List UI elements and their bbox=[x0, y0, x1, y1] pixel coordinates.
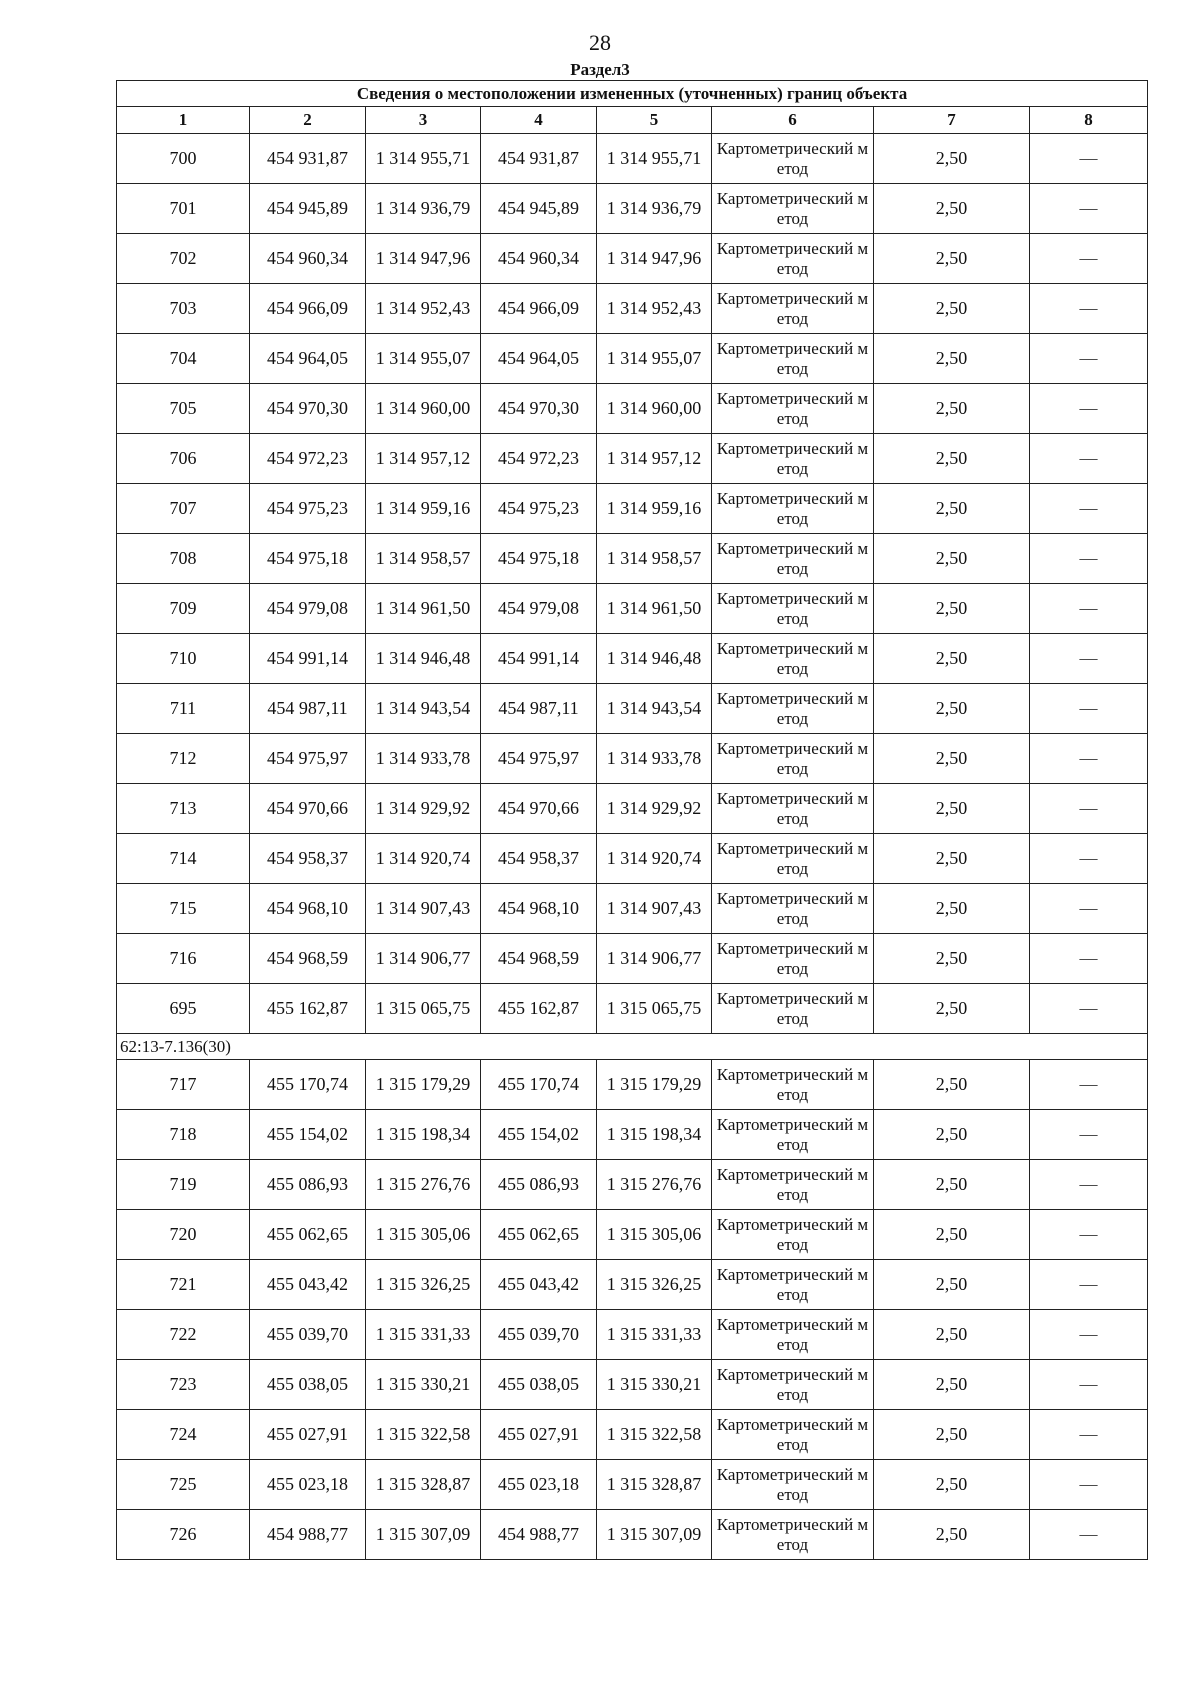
x-old-cell: 454 988,77 bbox=[250, 1510, 366, 1560]
method-cell: Картометрический метод bbox=[712, 934, 874, 984]
y-new-cell: 1 315 331,33 bbox=[597, 1310, 712, 1360]
table-row bbox=[117, 284, 1148, 334]
y-old-cell: 1 315 276,76 bbox=[366, 1160, 481, 1210]
column-number: 3 bbox=[366, 107, 481, 134]
x-new-cell: 454 960,34 bbox=[481, 234, 597, 284]
table-group-row bbox=[117, 1034, 1148, 1060]
description-cell: — bbox=[1030, 1210, 1148, 1260]
description-cell: — bbox=[1030, 1460, 1148, 1510]
x-new-cell: 454 966,09 bbox=[481, 284, 597, 334]
method-cell: Картометрический метод bbox=[712, 184, 874, 234]
column-number: 6 bbox=[712, 107, 874, 134]
point-number-cell: 706 bbox=[117, 434, 250, 484]
description-cell: — bbox=[1030, 1360, 1148, 1410]
y-old-cell: 1 314 933,78 bbox=[366, 734, 481, 784]
method-cell: Картометрический метод bbox=[712, 1060, 874, 1110]
table-row bbox=[117, 1310, 1148, 1360]
x-old-cell: 455 170,74 bbox=[250, 1060, 366, 1110]
table-row bbox=[117, 634, 1148, 684]
x-old-cell: 454 975,97 bbox=[250, 734, 366, 784]
method-cell: Картометрический метод bbox=[712, 534, 874, 584]
method-cell: Картометрический метод bbox=[712, 884, 874, 934]
table-title-row bbox=[117, 81, 1148, 107]
point-number-cell: 709 bbox=[117, 584, 250, 634]
y-new-cell: 1 314 906,77 bbox=[597, 934, 712, 984]
x-new-cell: 454 975,23 bbox=[481, 484, 597, 534]
x-new-cell: 454 987,11 bbox=[481, 684, 597, 734]
table-row bbox=[117, 584, 1148, 634]
description-cell: — bbox=[1030, 334, 1148, 384]
y-new-cell: 1 315 330,21 bbox=[597, 1360, 712, 1410]
method-cell: Картометрический метод bbox=[712, 1360, 874, 1410]
accuracy-cell: 2,50 bbox=[874, 584, 1030, 634]
x-old-cell: 454 991,14 bbox=[250, 634, 366, 684]
x-old-cell: 455 086,93 bbox=[250, 1160, 366, 1210]
point-number-cell: 708 bbox=[117, 534, 250, 584]
point-number-cell: 714 bbox=[117, 834, 250, 884]
y-new-cell: 1 314 947,96 bbox=[597, 234, 712, 284]
point-number-cell: 717 bbox=[117, 1060, 250, 1110]
accuracy-cell: 2,50 bbox=[874, 884, 1030, 934]
y-old-cell: 1 314 906,77 bbox=[366, 934, 481, 984]
x-new-cell: 455 062,65 bbox=[481, 1210, 597, 1260]
x-new-cell: 454 991,14 bbox=[481, 634, 597, 684]
table-row bbox=[117, 1060, 1148, 1110]
accuracy-cell: 2,50 bbox=[874, 1310, 1030, 1360]
point-number-cell: 719 bbox=[117, 1160, 250, 1210]
x-new-cell: 454 968,10 bbox=[481, 884, 597, 934]
point-number-cell: 712 bbox=[117, 734, 250, 784]
point-number-cell: 723 bbox=[117, 1360, 250, 1410]
y-new-cell: 1 314 955,71 bbox=[597, 134, 712, 184]
description-cell: — bbox=[1030, 1310, 1148, 1360]
y-old-cell: 1 314 943,54 bbox=[366, 684, 481, 734]
table-row bbox=[117, 384, 1148, 434]
method-cell: Картометрический метод bbox=[712, 284, 874, 334]
method-cell: Картометрический метод bbox=[712, 1160, 874, 1210]
table-row bbox=[117, 834, 1148, 884]
x-old-cell: 454 970,66 bbox=[250, 784, 366, 834]
accuracy-cell: 2,50 bbox=[874, 834, 1030, 884]
table-row bbox=[117, 1510, 1148, 1560]
x-new-cell: 454 964,05 bbox=[481, 334, 597, 384]
y-new-cell: 1 314 960,00 bbox=[597, 384, 712, 434]
x-old-cell: 455 154,02 bbox=[250, 1110, 366, 1160]
x-old-cell: 454 964,05 bbox=[250, 334, 366, 384]
method-cell: Картометрический метод bbox=[712, 984, 874, 1034]
table-row bbox=[117, 1360, 1148, 1410]
y-new-cell: 1 314 955,07 bbox=[597, 334, 712, 384]
x-old-cell: 455 062,65 bbox=[250, 1210, 366, 1260]
table-row bbox=[117, 434, 1148, 484]
method-cell: Картометрический метод bbox=[712, 1460, 874, 1510]
method-cell: Картометрический метод bbox=[712, 734, 874, 784]
x-old-cell: 455 039,70 bbox=[250, 1310, 366, 1360]
accuracy-cell: 2,50 bbox=[874, 1360, 1030, 1410]
x-new-cell: 454 975,18 bbox=[481, 534, 597, 584]
description-cell: — bbox=[1030, 734, 1148, 784]
y-new-cell: 1 314 907,43 bbox=[597, 884, 712, 934]
x-new-cell: 454 970,30 bbox=[481, 384, 597, 434]
y-old-cell: 1 314 955,07 bbox=[366, 334, 481, 384]
x-new-cell: 454 931,87 bbox=[481, 134, 597, 184]
y-old-cell: 1 315 330,21 bbox=[366, 1360, 481, 1410]
point-number-cell: 722 bbox=[117, 1310, 250, 1360]
accuracy-cell: 2,50 bbox=[874, 684, 1030, 734]
y-new-cell: 1 315 179,29 bbox=[597, 1060, 712, 1110]
accuracy-cell: 2,50 bbox=[874, 1510, 1030, 1560]
description-cell: — bbox=[1030, 934, 1148, 984]
point-number-cell: 707 bbox=[117, 484, 250, 534]
y-old-cell: 1 314 929,92 bbox=[366, 784, 481, 834]
y-old-cell: 1 314 920,74 bbox=[366, 834, 481, 884]
point-number-cell: 724 bbox=[117, 1410, 250, 1460]
column-number: 4 bbox=[481, 107, 597, 134]
table-row bbox=[117, 184, 1148, 234]
table-row bbox=[117, 334, 1148, 384]
y-old-cell: 1 314 959,16 bbox=[366, 484, 481, 534]
x-new-cell: 455 027,91 bbox=[481, 1410, 597, 1460]
x-old-cell: 454 968,10 bbox=[250, 884, 366, 934]
column-number: 7 bbox=[874, 107, 1030, 134]
method-cell: Картометрический метод bbox=[712, 1260, 874, 1310]
method-cell: Картометрический метод bbox=[712, 584, 874, 634]
x-new-cell: 454 975,97 bbox=[481, 734, 597, 784]
x-old-cell: 455 023,18 bbox=[250, 1460, 366, 1510]
method-cell: Картометрический метод bbox=[712, 134, 874, 184]
y-new-cell: 1 315 307,09 bbox=[597, 1510, 712, 1560]
accuracy-cell: 2,50 bbox=[874, 784, 1030, 834]
description-cell: — bbox=[1030, 1260, 1148, 1310]
y-old-cell: 1 314 907,43 bbox=[366, 884, 481, 934]
accuracy-cell: 2,50 bbox=[874, 334, 1030, 384]
x-new-cell: 455 162,87 bbox=[481, 984, 597, 1034]
x-old-cell: 454 975,23 bbox=[250, 484, 366, 534]
point-number-cell: 704 bbox=[117, 334, 250, 384]
x-old-cell: 454 972,23 bbox=[250, 434, 366, 484]
description-cell: — bbox=[1030, 1410, 1148, 1460]
method-cell: Картометрический метод bbox=[712, 784, 874, 834]
table-row bbox=[117, 884, 1148, 934]
accuracy-cell: 2,50 bbox=[874, 234, 1030, 284]
y-new-cell: 1 314 933,78 bbox=[597, 734, 712, 784]
y-new-cell: 1 315 326,25 bbox=[597, 1260, 712, 1310]
y-new-cell: 1 314 958,57 bbox=[597, 534, 712, 584]
y-new-cell: 1 314 946,48 bbox=[597, 634, 712, 684]
section-title: Раздел3 bbox=[570, 60, 630, 79]
x-old-cell: 454 958,37 bbox=[250, 834, 366, 884]
y-new-cell: 1 314 943,54 bbox=[597, 684, 712, 734]
table-row bbox=[117, 784, 1148, 834]
description-cell: — bbox=[1030, 684, 1148, 734]
point-number-cell: 718 bbox=[117, 1110, 250, 1160]
column-number: 5 bbox=[597, 107, 712, 134]
x-old-cell: 454 968,59 bbox=[250, 934, 366, 984]
x-new-cell: 454 968,59 bbox=[481, 934, 597, 984]
accuracy-cell: 2,50 bbox=[874, 1060, 1030, 1110]
method-cell: Картометрический метод bbox=[712, 484, 874, 534]
x-new-cell: 454 972,23 bbox=[481, 434, 597, 484]
x-old-cell: 454 979,08 bbox=[250, 584, 366, 634]
x-new-cell: 455 086,93 bbox=[481, 1160, 597, 1210]
accuracy-cell: 2,50 bbox=[874, 1410, 1030, 1460]
accuracy-cell: 2,50 bbox=[874, 484, 1030, 534]
y-old-cell: 1 315 179,29 bbox=[366, 1060, 481, 1110]
x-new-cell: 455 043,42 bbox=[481, 1260, 597, 1310]
x-old-cell: 454 945,89 bbox=[250, 184, 366, 234]
table-body bbox=[117, 134, 1148, 1560]
table-row bbox=[117, 1110, 1148, 1160]
x-old-cell: 455 038,05 bbox=[250, 1360, 366, 1410]
y-old-cell: 1 314 961,50 bbox=[366, 584, 481, 634]
y-old-cell: 1 314 952,43 bbox=[366, 284, 481, 334]
x-old-cell: 455 043,42 bbox=[250, 1260, 366, 1310]
description-cell: — bbox=[1030, 384, 1148, 434]
y-new-cell: 1 315 322,58 bbox=[597, 1410, 712, 1460]
column-number: 2 bbox=[250, 107, 366, 134]
y-old-cell: 1 315 065,75 bbox=[366, 984, 481, 1034]
description-cell: — bbox=[1030, 434, 1148, 484]
description-cell: — bbox=[1030, 884, 1148, 934]
method-cell: Картометрический метод bbox=[712, 334, 874, 384]
x-new-cell: 455 170,74 bbox=[481, 1060, 597, 1110]
x-old-cell: 455 027,91 bbox=[250, 1410, 366, 1460]
y-old-cell: 1 315 322,58 bbox=[366, 1410, 481, 1460]
x-new-cell: 454 970,66 bbox=[481, 784, 597, 834]
x-old-cell: 454 970,30 bbox=[250, 384, 366, 434]
description-cell: — bbox=[1030, 1510, 1148, 1560]
x-old-cell: 454 931,87 bbox=[250, 134, 366, 184]
y-new-cell: 1 315 328,87 bbox=[597, 1460, 712, 1510]
x-new-cell: 455 038,05 bbox=[481, 1360, 597, 1410]
description-cell: — bbox=[1030, 584, 1148, 634]
x-old-cell: 454 966,09 bbox=[250, 284, 366, 334]
description-cell: — bbox=[1030, 184, 1148, 234]
table-row bbox=[117, 1260, 1148, 1310]
point-number-cell: 702 bbox=[117, 234, 250, 284]
accuracy-cell: 2,50 bbox=[874, 534, 1030, 584]
y-old-cell: 1 315 328,87 bbox=[366, 1460, 481, 1510]
column-number: 8 bbox=[1030, 107, 1148, 134]
description-cell: — bbox=[1030, 1160, 1148, 1210]
method-cell: Картометрический метод bbox=[712, 384, 874, 434]
accuracy-cell: 2,50 bbox=[874, 1460, 1030, 1510]
point-number-cell: 711 bbox=[117, 684, 250, 734]
point-number-cell: 695 bbox=[117, 984, 250, 1034]
y-old-cell: 1 314 957,12 bbox=[366, 434, 481, 484]
coordinates-table bbox=[116, 80, 1148, 1560]
accuracy-cell: 2,50 bbox=[874, 184, 1030, 234]
point-number-cell: 720 bbox=[117, 1210, 250, 1260]
table-title: Сведения о местоположении измененных (уточненных) границ объекта bbox=[117, 81, 1148, 107]
table-row bbox=[117, 1160, 1148, 1210]
table-row bbox=[117, 534, 1148, 584]
method-cell: Картометрический метод bbox=[712, 1310, 874, 1360]
point-number-cell: 701 bbox=[117, 184, 250, 234]
accuracy-cell: 2,50 bbox=[874, 1260, 1030, 1310]
x-new-cell: 454 945,89 bbox=[481, 184, 597, 234]
group-label: 62:13-7.136(30) bbox=[117, 1034, 1148, 1060]
accuracy-cell: 2,50 bbox=[874, 1160, 1030, 1210]
x-new-cell: 455 154,02 bbox=[481, 1110, 597, 1160]
description-cell: — bbox=[1030, 484, 1148, 534]
y-old-cell: 1 314 955,71 bbox=[366, 134, 481, 184]
y-old-cell: 1 314 936,79 bbox=[366, 184, 481, 234]
accuracy-cell: 2,50 bbox=[874, 1210, 1030, 1260]
point-number-cell: 700 bbox=[117, 134, 250, 184]
y-old-cell: 1 314 947,96 bbox=[366, 234, 481, 284]
x-new-cell: 454 979,08 bbox=[481, 584, 597, 634]
y-new-cell: 1 315 276,76 bbox=[597, 1160, 712, 1210]
description-cell: — bbox=[1030, 834, 1148, 884]
point-number-cell: 716 bbox=[117, 934, 250, 984]
accuracy-cell: 2,50 bbox=[874, 634, 1030, 684]
point-number-cell: 705 bbox=[117, 384, 250, 434]
table-row bbox=[117, 134, 1148, 184]
accuracy-cell: 2,50 bbox=[874, 284, 1030, 334]
y-new-cell: 1 315 065,75 bbox=[597, 984, 712, 1034]
y-old-cell: 1 315 331,33 bbox=[366, 1310, 481, 1360]
x-new-cell: 455 039,70 bbox=[481, 1310, 597, 1360]
accuracy-cell: 2,50 bbox=[874, 934, 1030, 984]
point-number-cell: 721 bbox=[117, 1260, 250, 1310]
description-cell: — bbox=[1030, 234, 1148, 284]
column-number: 1 bbox=[117, 107, 250, 134]
y-old-cell: 1 315 305,06 bbox=[366, 1210, 481, 1260]
y-new-cell: 1 314 961,50 bbox=[597, 584, 712, 634]
table-row bbox=[117, 484, 1148, 534]
y-new-cell: 1 314 936,79 bbox=[597, 184, 712, 234]
point-number-cell: 725 bbox=[117, 1460, 250, 1510]
x-old-cell: 454 960,34 bbox=[250, 234, 366, 284]
method-cell: Картометрический метод bbox=[712, 1110, 874, 1160]
x-new-cell: 454 988,77 bbox=[481, 1510, 597, 1560]
accuracy-cell: 2,50 bbox=[874, 434, 1030, 484]
accuracy-cell: 2,50 bbox=[874, 1110, 1030, 1160]
y-new-cell: 1 314 952,43 bbox=[597, 284, 712, 334]
table-row bbox=[117, 984, 1148, 1034]
table-row bbox=[117, 234, 1148, 284]
description-cell: — bbox=[1030, 634, 1148, 684]
accuracy-cell: 2,50 bbox=[874, 734, 1030, 784]
x-old-cell: 454 975,18 bbox=[250, 534, 366, 584]
accuracy-cell: 2,50 bbox=[874, 134, 1030, 184]
description-cell: — bbox=[1030, 1110, 1148, 1160]
y-new-cell: 1 314 920,74 bbox=[597, 834, 712, 884]
method-cell: Картометрический метод bbox=[712, 1510, 874, 1560]
y-new-cell: 1 314 957,12 bbox=[597, 434, 712, 484]
y-new-cell: 1 315 305,06 bbox=[597, 1210, 712, 1260]
point-number-cell: 715 bbox=[117, 884, 250, 934]
x-old-cell: 455 162,87 bbox=[250, 984, 366, 1034]
column-number-row bbox=[117, 107, 1148, 134]
method-cell: Картометрический метод bbox=[712, 1210, 874, 1260]
method-cell: Картометрический метод bbox=[712, 684, 874, 734]
y-old-cell: 1 315 307,09 bbox=[366, 1510, 481, 1560]
table-row bbox=[117, 1210, 1148, 1260]
table-row bbox=[117, 1460, 1148, 1510]
accuracy-cell: 2,50 bbox=[874, 984, 1030, 1034]
table-row bbox=[117, 734, 1148, 784]
description-cell: — bbox=[1030, 784, 1148, 834]
y-old-cell: 1 315 198,34 bbox=[366, 1110, 481, 1160]
x-new-cell: 455 023,18 bbox=[481, 1460, 597, 1510]
point-number-cell: 703 bbox=[117, 284, 250, 334]
page-number: 28 bbox=[589, 30, 611, 55]
description-cell: — bbox=[1030, 1060, 1148, 1110]
y-new-cell: 1 314 929,92 bbox=[597, 784, 712, 834]
method-cell: Картометрический метод bbox=[712, 234, 874, 284]
table-row bbox=[117, 934, 1148, 984]
y-new-cell: 1 314 959,16 bbox=[597, 484, 712, 534]
x-new-cell: 454 958,37 bbox=[481, 834, 597, 884]
method-cell: Картометрический метод bbox=[712, 834, 874, 884]
description-cell: — bbox=[1030, 534, 1148, 584]
table-row bbox=[117, 684, 1148, 734]
description-cell: — bbox=[1030, 984, 1148, 1034]
x-old-cell: 454 987,11 bbox=[250, 684, 366, 734]
table-row bbox=[117, 1410, 1148, 1460]
method-cell: Картометрический метод bbox=[712, 434, 874, 484]
point-number-cell: 726 bbox=[117, 1510, 250, 1560]
y-new-cell: 1 315 198,34 bbox=[597, 1110, 712, 1160]
description-cell: — bbox=[1030, 134, 1148, 184]
y-old-cell: 1 314 960,00 bbox=[366, 384, 481, 434]
method-cell: Картометрический метод bbox=[712, 634, 874, 684]
y-old-cell: 1 314 946,48 bbox=[366, 634, 481, 684]
accuracy-cell: 2,50 bbox=[874, 384, 1030, 434]
method-cell: Картометрический метод bbox=[712, 1410, 874, 1460]
description-cell: — bbox=[1030, 284, 1148, 334]
point-number-cell: 713 bbox=[117, 784, 250, 834]
point-number-cell: 710 bbox=[117, 634, 250, 684]
y-old-cell: 1 315 326,25 bbox=[366, 1260, 481, 1310]
y-old-cell: 1 314 958,57 bbox=[366, 534, 481, 584]
